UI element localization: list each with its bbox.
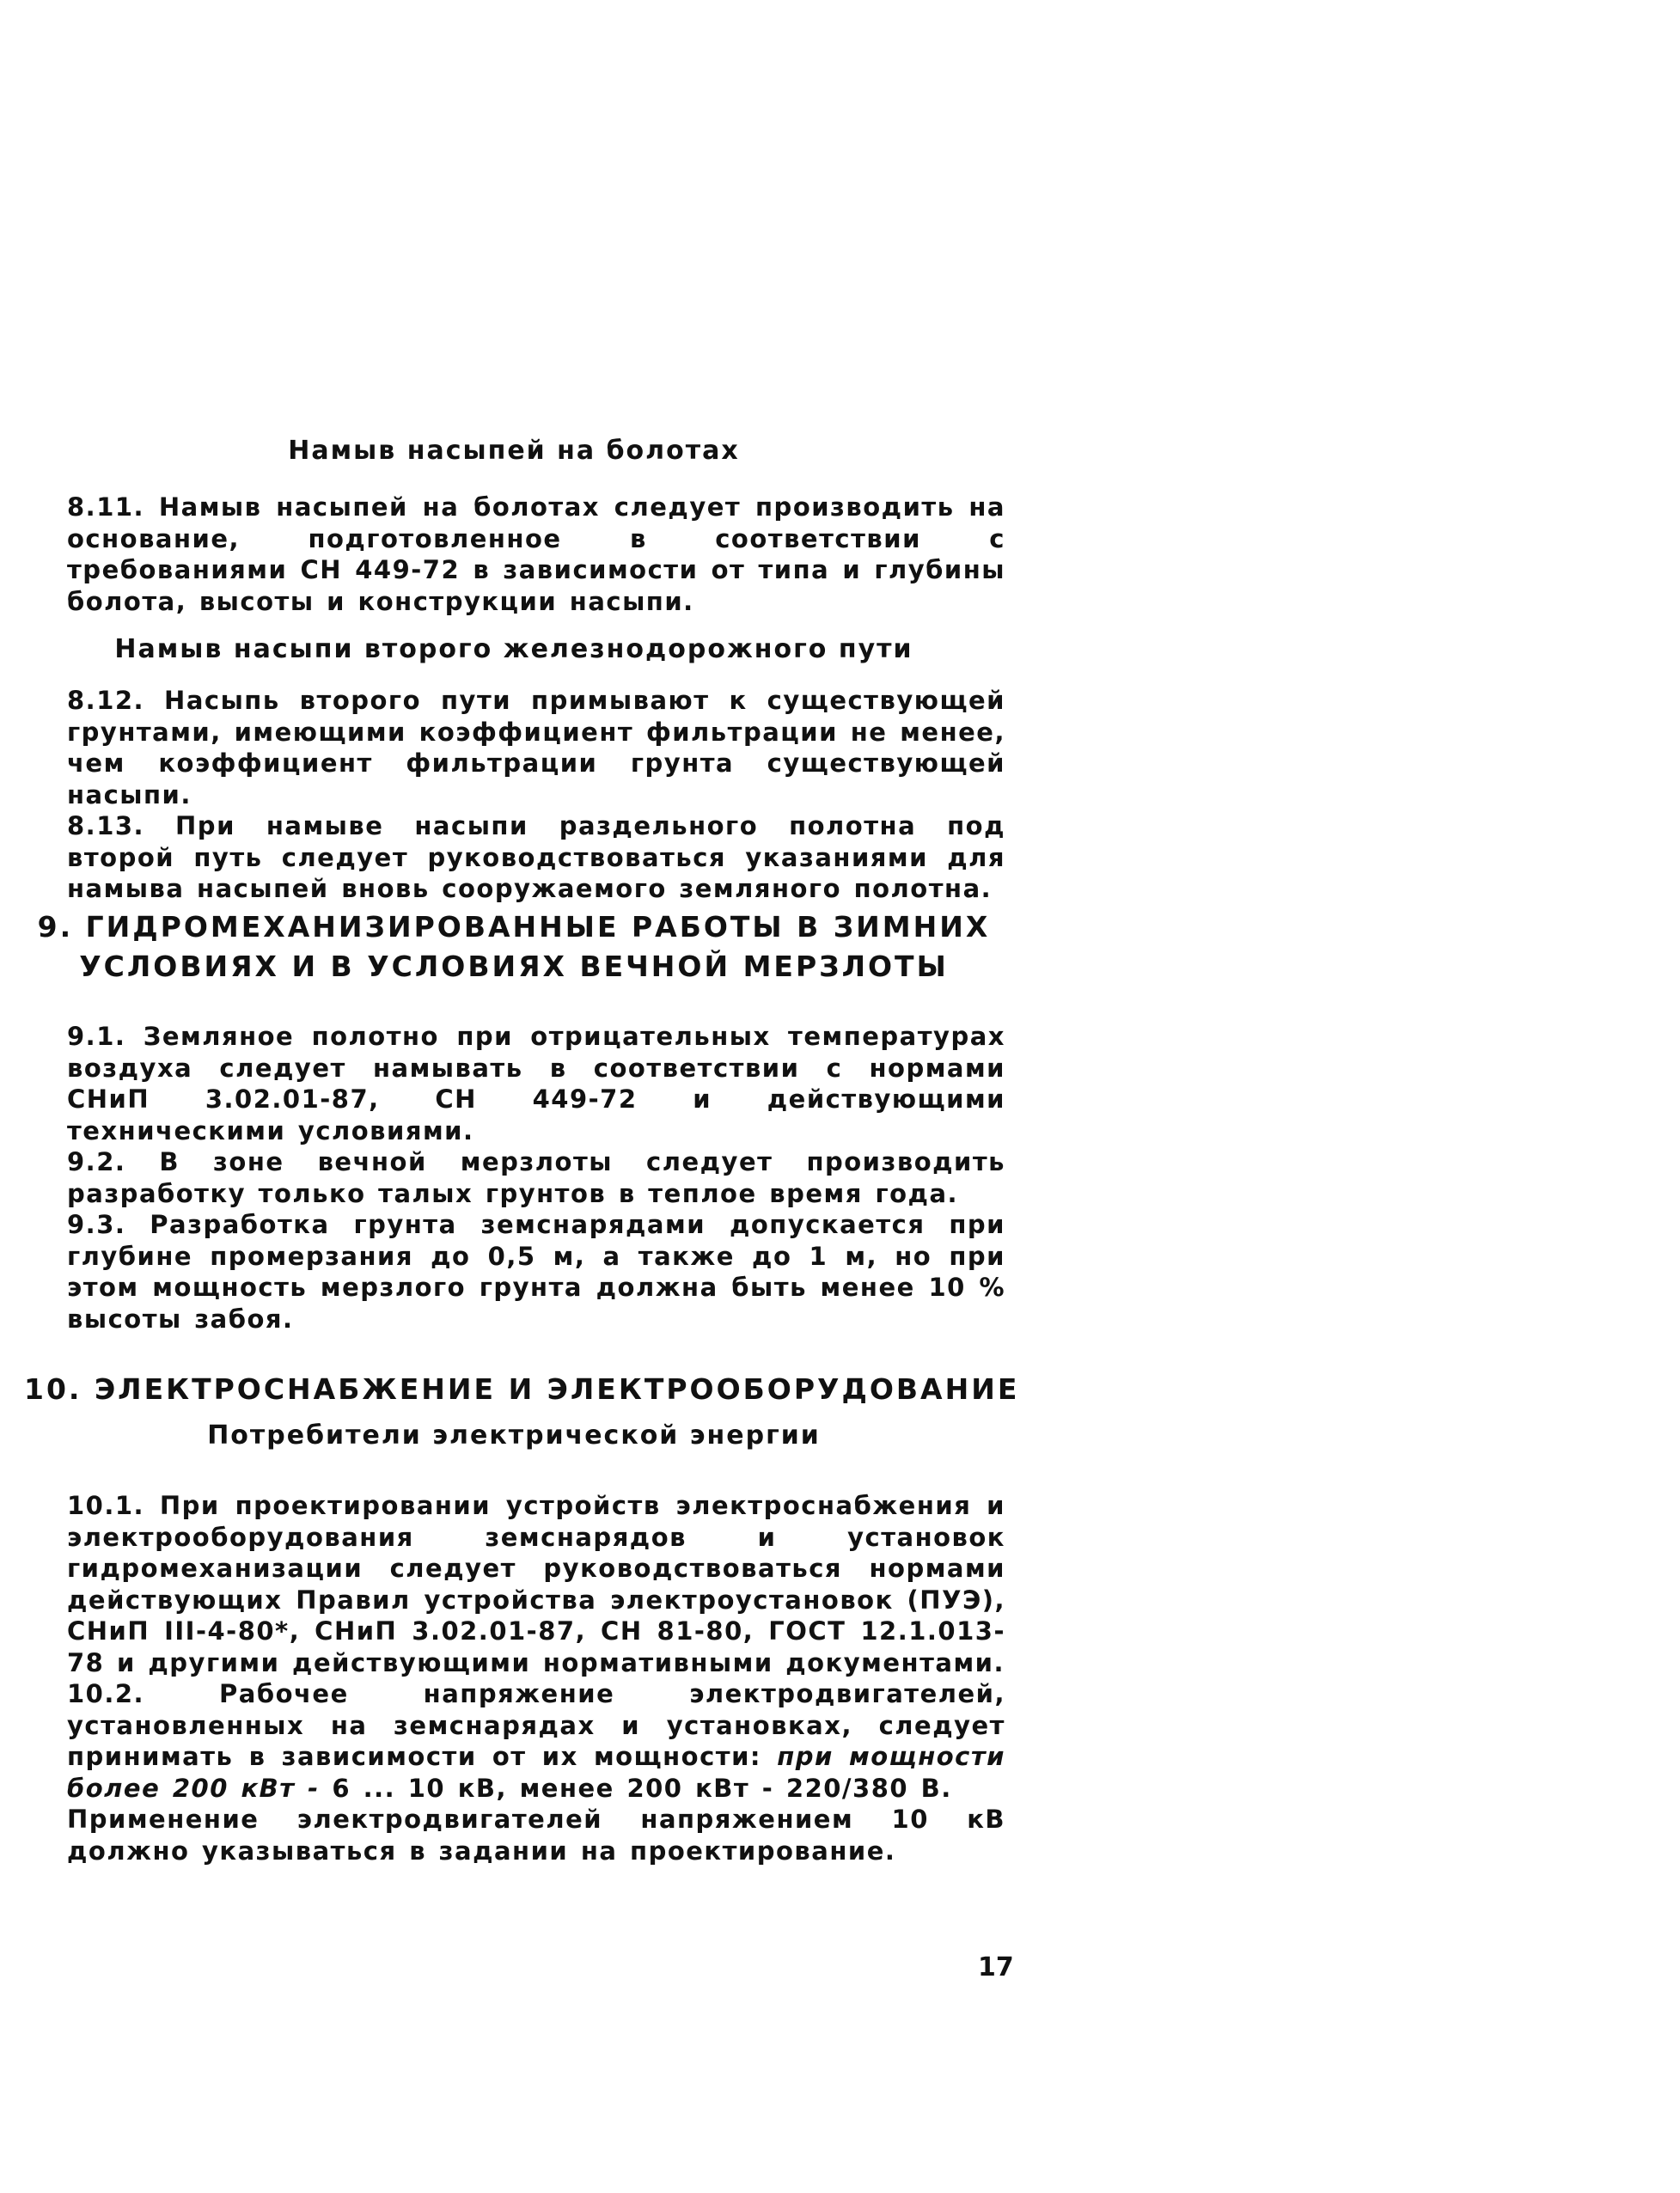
- section-title-swamp: Намыв насыпей на болотах: [288, 436, 740, 466]
- paragraph-9-3: 9.3. Разработка грунта земснарядами допускается при глубине промерзания до 0,5 м, а также до 1 м, но при этом мощность мерзлого грунта должна быть менее 10 % высоты забоя.: [67, 1210, 1005, 1334]
- paragraphs-8-12-8-13: [26, 685, 1005, 905]
- paragraph-10-2-continued: Применение электродвигателей напряжением 10 кВ должно указываться в задании на проектирование.: [67, 1805, 1005, 1866]
- paragraph-8-12: 8.12. Насыпь второго пути примывают к существующей грунтами, имеющими коэффициент фильтрации не менее, чем коэффициент фильтрации грунта существующей насыпи.: [67, 686, 1005, 809]
- power-condition-italic: при мощности более 200 кВт -: [67, 1742, 1005, 1803]
- paragraph-9-2: 9.2. В зоне вечной мерзлоты следует производить разработку только талых грунтов в теплое время года.: [67, 1147, 1005, 1208]
- chapter-9-line-2: УСЛОВИЯХ И В УСЛОВИЯХ ВЕЧНОЙ МЕРЗЛОТЫ: [79, 950, 949, 983]
- paragraph-8-13: 8.13. При намыве насыпи раздельного полотна под второй путь следует руководствоваться указаниями для намыва насыпей вновь сооружаемого земляного полотна.: [67, 811, 1005, 903]
- chapter-9-heading: [24, 907, 1004, 987]
- paragraphs-10: [26, 1490, 1005, 1866]
- chapter-9-line-1: 9. ГИДРОМЕХАНИЗИРОВАННЫЕ РАБОТЫ В ЗИМНИХ: [37, 910, 991, 944]
- paragraph-10-1: 10.1. При проектировании устройств электроснабжения и электрооборудования земснарядов и установок гидромеханизации следует руководствоваться нормами действующих Правил устройства электроустановок (ПУЭ), СНиП III-4-80*, СНиП 3.02.01-87, СН 81-80, ГОСТ 12.1.013-78 и другими действующими нормативными документами.: [67, 1491, 1005, 1677]
- section-title-second-track: Намыв насыпи второго железнодорожного пути: [114, 634, 913, 664]
- paragraph-8-11: 8.11. Намыв насыпей на болотах следует производить на основание, подготовленное в соответствии с требованиями СН 449-72 в зависимости от типа и глубины болота, высоты и конструкции насыпи.: [67, 492, 1005, 616]
- chapter-10-heading: 10. ЭЛЕКТРОСНАБЖЕНИЕ И ЭЛЕКТРООБОРУДОВАНИЕ: [24, 1372, 1020, 1406]
- page-number: 17: [978, 1952, 1014, 1982]
- paragraph-10-2: 10.2. Рабочее напряжение электродвигателей, установленных на земснарядах и установках, следует принимать в зависимости от их мощности: при мощности более 200 кВт - 6 ... 10 кВ, менее 200 кВт - 220/380 В.: [67, 1679, 1005, 1803]
- section-title-consumers: Потребители электрической энергии: [207, 1420, 821, 1451]
- paragraph-9-1: 9.1. Земляное полотно при отрицательных температурах воздуха следует намывать в соответствии с нормами СНиП 3.02.01-87, СН 449-72 и действующими техническими условиями.: [67, 1022, 1005, 1145]
- paragraphs-9: [26, 1021, 1005, 1335]
